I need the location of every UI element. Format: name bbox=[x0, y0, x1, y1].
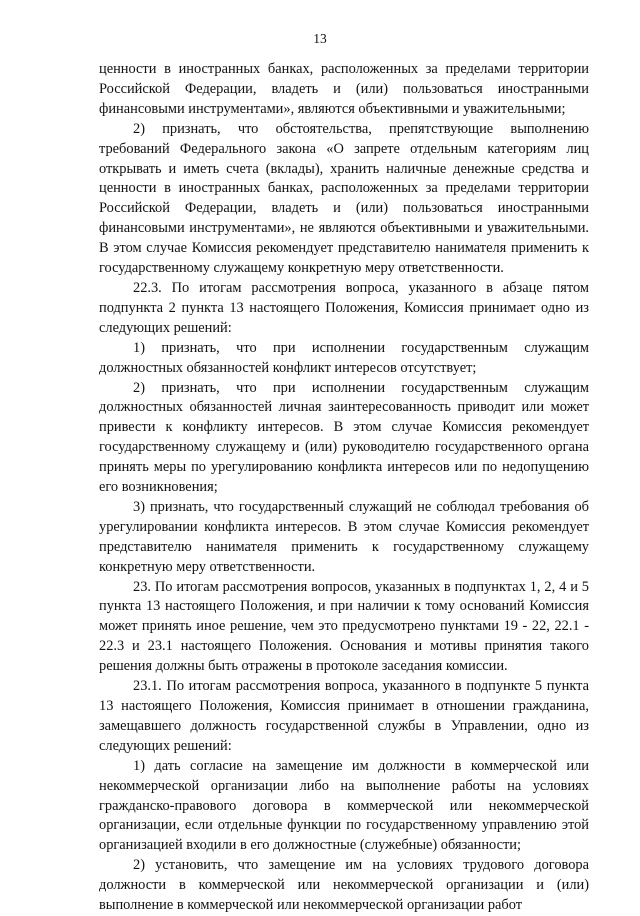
paragraph-22-3-item-2: 2) признать, что при исполнении государственным служащим должностных обязанностей личная заинтересованность приводит или может привести к конфликту интересов. В этом случае Комиссия рекомендует государственному служащему и (или) руководителю государственного органа принять меры по урегулированию конфликта интересов или по недопущению его возникновения; bbox=[99, 379, 589, 496]
paragraph-23: 23. По итогам рассмотрения вопросов, указанных в подпунктах 1, 2, 4 и 5 пункта 13 настоящего Положения, и при наличии к тому оснований Комиссия может принять иное решение, чем это предусмотрено пунктами 19 - 22, 22.1 - 22.3 и 23.1 настоящего Положения. Основания и мотивы принятия такого решения должны быть отражены в протоколе заседания комиссии. bbox=[99, 578, 589, 675]
paragraph-22-3: 22.3. По итогам рассмотрения вопроса, указанного в абзаце пятом подпункта 2 пункта 13 настоящего Положения, Комиссия принимает одно из следующих решений: bbox=[99, 279, 589, 336]
document-body bbox=[99, 60, 589, 916]
paragraph-22-2-item-2: 2) признать, что обстоятельства, препятствующие выполнению требований Федерального закона «О запрете отдельным категориям лиц открывать и иметь счета (вклады), хранить наличные денежные средства и ценности в иностранных банках, расположенных за пределами территории Российской Федерации, владеть и (или) пользоваться иностранными финансовыми инструментами», не являются объективными и уважительными. В этом случае Комиссия рекомендует представителю нанимателя применить к государственному служащему конкретную меру ответственности. bbox=[99, 120, 589, 277]
paragraph-continuation: ценности в иностранных банках, расположенных за пределами территории Российской Федерации, владеть и (или) пользоваться иностранными финансовыми инструментами», являются объективными и уважительными; bbox=[99, 61, 589, 117]
page-number: 13 bbox=[313, 31, 327, 46]
paragraph-23-1-item-1: 1) дать согласие на замещение им должности в коммерческой или некоммерческой организации либо на выполнение работы на условиях гражданско-правового договора в коммерческой или некоммерческой организации, если отдельные функции по государственному управлению этой организацией входили в его должностные (служебные) обязанности; bbox=[99, 757, 589, 854]
paragraph-23-1: 23.1. По итогам рассмотрения вопроса, указанного в подпункте 5 пункта 13 настоящего Положения, Комиссия принимает в отношении гражданина, замещавшего должность государственной службы в Управлении, одно из следующих решений: bbox=[99, 678, 589, 754]
paragraph-22-3-item-1: 1) признать, что при исполнении государственным служащим должностных обязанностей конфликт интересов отсутствует; bbox=[99, 339, 589, 376]
paragraph-23-1-item-2: 2) установить, что замещение им на условиях трудового договора должности в коммерческой или некоммерческой организации и (или) выполнение в коммерческой или некоммерческой организации работ bbox=[99, 857, 589, 914]
paragraph-22-3-item-3: 3) признать, что государственный служащий не соблюдал требования об урегулировании конфликта интересов. В этом случае Комиссия рекомендует представителю нанимателя применить к государственному служащему конкретную меру ответственности. bbox=[99, 498, 589, 575]
